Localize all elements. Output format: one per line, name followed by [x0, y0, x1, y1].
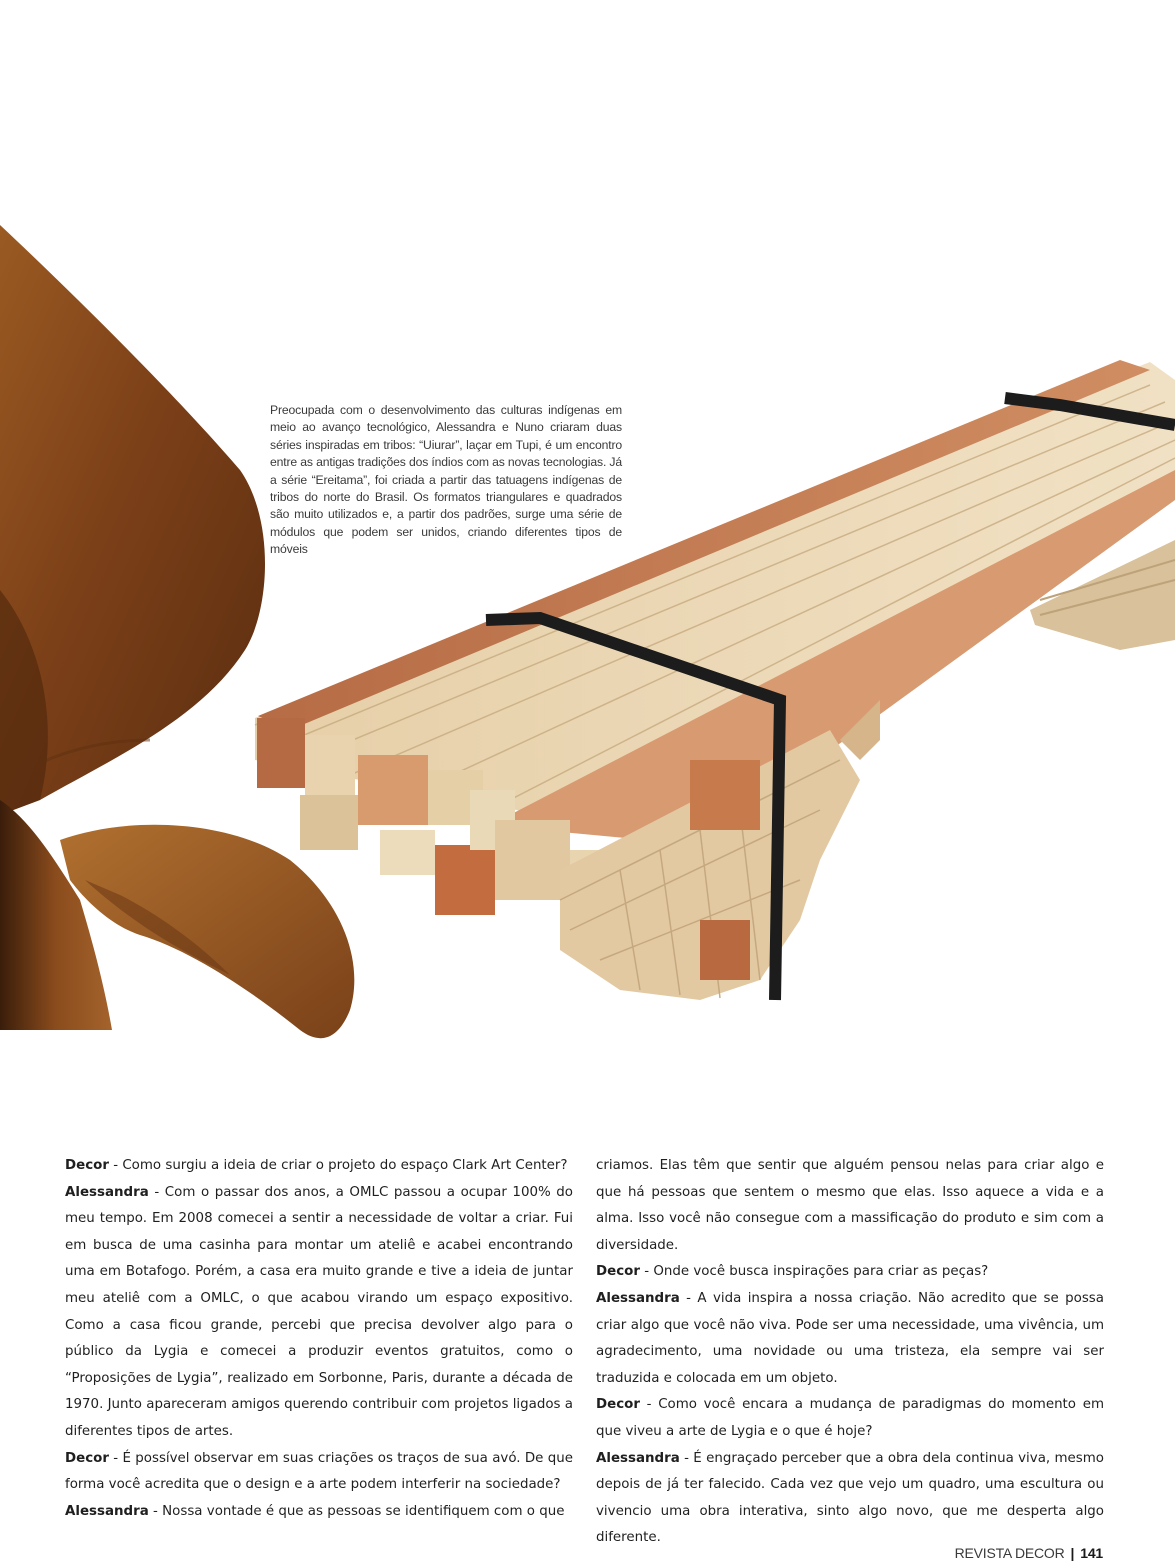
photo-caption: Preocupada com o desenvolvimento das culturas indígenas em meio ao avanço tecnológico, Alessandra e Nuno criaram duas séries inspiradas em tribos: “Uiurar”, laçar em Tupi, é um encontro entre as antigas tradições dos índios com as novas tecnologias. Já a série “Ereitama”, foi criada a partir das tatuagens indígenas de tribos do norte do Brasil. Os formatos triangulares e quadrados são muito utilizados e, a partir dos padrões, surge uma série de módulos que podem ser unidos, criando diferentes tipos de móveis: [270, 403, 622, 557]
interview-question: Decor - É possível observar em suas criações os traços de sua avó. De que forma você acredita que o design e a arte podem interferir na sociedade?: [65, 1450, 573, 1493]
magazine-name: REVISTA DECOR: [954, 1545, 1065, 1561]
speaker-name: Decor: [596, 1264, 640, 1280]
speaker-name: Decor: [65, 1450, 109, 1466]
speaker-name: Decor: [596, 1397, 640, 1413]
interview-answer: Alessandra - Com o passar dos anos, a OMLC passou a ocupar 100% do meu tempo. Em 2008 comecei a sentir a necessidade de voltar a criar. Fui em busca de uma casinha para montar um ateliê e acabei encontrando uma em Botafogo. Porém, a casa era muito grande e tive a ideia de juntar meu ateliê com a OMLC, o que acabou virando um espaço expositivo. Como a casa ficou grande, percebi que precisa devolver algo para o público da Lygia e comecei a produzir eventos gratuitos, como o “Proposições de Lygia”, realizado em Sorbonne, Paris, durante a década de 1970. Junto apareceram amigos querendo contribuir com projetos ligados a diferentes tipos de artes.: [65, 1184, 573, 1439]
page-number: 141: [1080, 1545, 1103, 1561]
speaker-name: Alessandra: [596, 1290, 680, 1306]
interview-answer: Alessandra - A vida inspira a nossa criação. Não acredito que se possa criar algo que você não viva. Pode ser uma necessidade, uma vivência, um agradecimento, uma novidade ou uma tristeza, ela sempre vai ser traduzida e colocada em um objeto.: [596, 1290, 1104, 1386]
interview-answer: Alessandra - Nossa vontade é que as pessoas se identifiquem com o que: [65, 1503, 565, 1519]
footer-divider: |: [1070, 1545, 1075, 1561]
interview-column-right: [596, 1153, 1104, 1552]
interview-question: Decor - Como surgiu a ideia de criar o projeto do espaço Clark Art Center?: [65, 1158, 568, 1173]
interview-question: Decor - Onde você busca inspirações para criar as peças?: [596, 1264, 989, 1280]
interview-answer: Alessandra - É engraçado perceber que a obra dela continua viva, mesmo depois de já ter falecido. Cada vez que vejo um quadro, uma escultura ou vivencio uma obra interativa, sinto algo novo, que me desperta algo diferente.: [596, 1450, 1104, 1546]
speaker-name: Alessandra: [596, 1450, 680, 1466]
interview-column-left: [65, 1153, 573, 1525]
page-footer: [955, 1545, 1103, 1561]
speaker-name: Decor: [65, 1158, 109, 1173]
interview-question: Decor - Como você encara a mudança de paradigmas do momento em que viveu a arte de Lygia e o que é hoje?: [596, 1397, 1104, 1439]
speaker-name: Alessandra: [65, 1503, 149, 1519]
rusted-sculpture: [0, 225, 354, 1038]
speaker-name: Alessandra: [65, 1184, 149, 1200]
interview-answer-continued: criamos. Elas têm que sentir que alguém pensou nelas para criar algo e que há pessoas que sentem o mesmo que elas. Isso aquece a vida e a alma. Isso você não consegue com a massificação do produto e sim com a diversidade.: [596, 1158, 1104, 1253]
